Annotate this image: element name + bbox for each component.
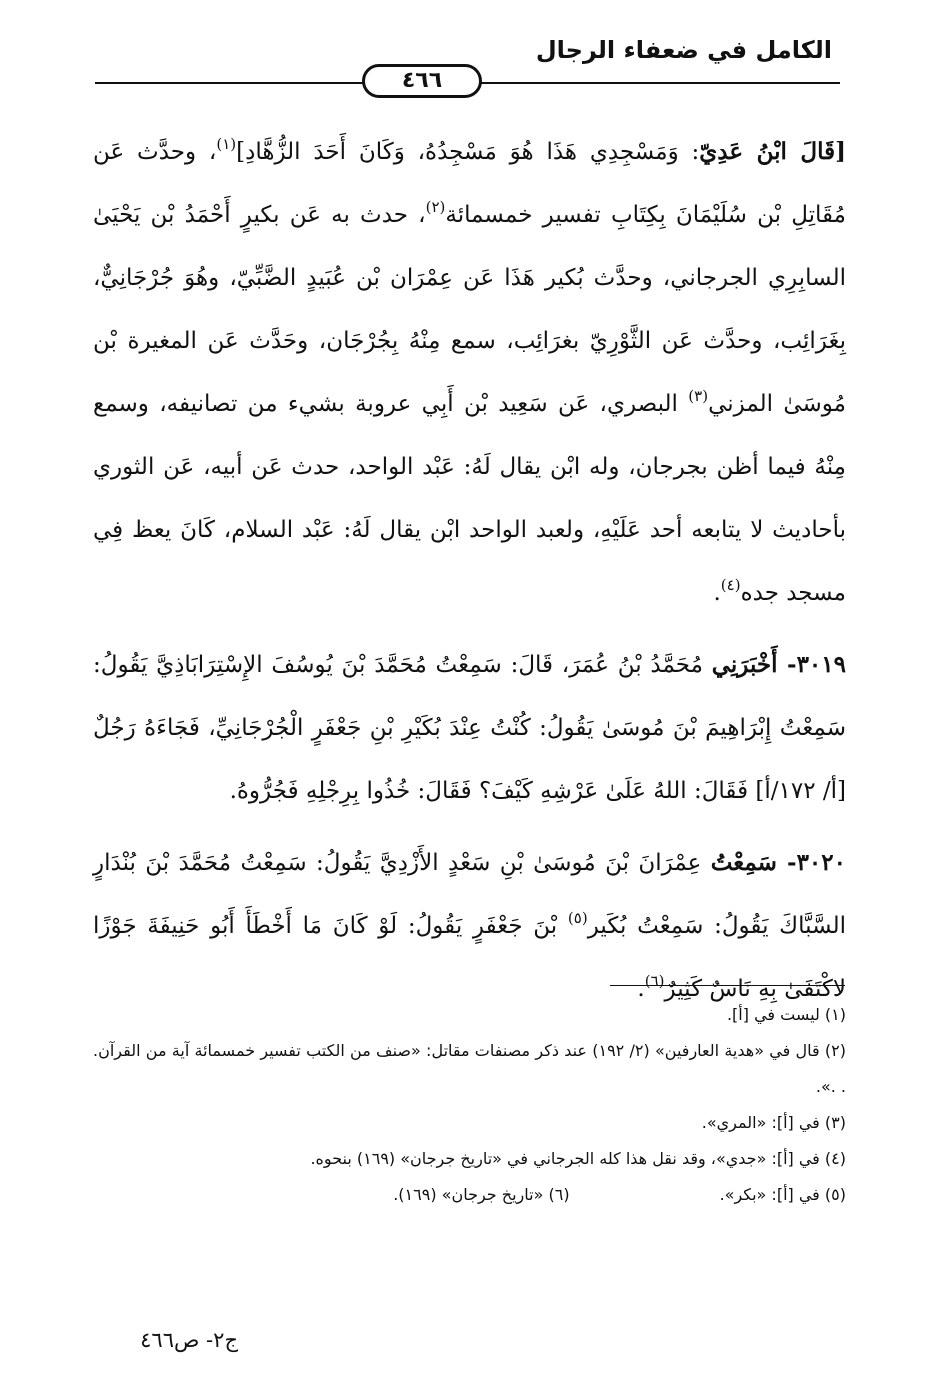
quote-lead: [قَالَ ابْنُ عَدِيّ — [699, 138, 847, 165]
footnote-marker-5: (٥) — [567, 909, 588, 927]
footnote-row-5-6 — [93, 1177, 846, 1213]
footnote-5: (٥) في [أ]: «بكر». — [719, 1185, 846, 1204]
hadith-lead: سَمِعْتُ — [710, 849, 777, 876]
footnote-1: (١) ليست في [أ]. — [726, 1005, 846, 1024]
text-segment: ، حدث به عَن بكيرٍ أَحْمَدُ بْن يَحْيَىٰ السابِرِي الجرجاني، وحدَّث بُكير هَذَا عَن عِمْرَان بْن عُبَيدٍ الضَّبِّيّ، وهُوَ جُرْجَانِيٌّ، بِغَرَائِب، وحدَّث عَن الثَّوْرِيّ بغرَائِب، سمع مِنْهُ بِجُرْجَان، وحَدَّث عَن المغيرة بْن مُوسَىٰ المزني — [93, 202, 847, 417]
footnote-4: (٤) في [أ]: «جدي»، وقد نقل هذا كله الجرجاني في «تاريخ جرجان» (١٦٩) بنحوه. — [310, 1149, 846, 1168]
footnote-marker-1: (١) — [216, 135, 237, 153]
text-segment: البصري، عَن سَعِيد بْن أَبِي عروبة بشيء من تصانيفه، وسمع مِنْهُ فيما أظن بجرجان، وله ابْن يقال لَهُ: عَبْد الواحد، حدث عَن أبيه، عَن الثوري بأحاديث لا يتابعه أحد عَلَيْهِ، ولعبد الواحد ابْن يقال لَهُ: عَبْد السلام، كَانَ يعظ فِي مسجد جده — [93, 391, 846, 606]
footnotes — [93, 997, 846, 1213]
footnote-marker-2: (٢) — [425, 198, 446, 216]
running-header-title: الكامل في ضعفاء الرجال — [535, 36, 832, 64]
footnote-marker-6: (٦) — [644, 972, 665, 990]
text-segment: . — [637, 976, 645, 1002]
text-segment: ، وحدَّث عَن مُقَاتِلِ بْن سُلَيْمَانَ بِكِتَابِ تفسير خمسمائة — [93, 139, 846, 228]
hadith-3019 — [93, 633, 846, 823]
footnote-rule — [610, 985, 845, 986]
main-text — [93, 120, 846, 1021]
footnote-3: (٣) في [أ]: «المري». — [701, 1113, 846, 1132]
text-segment: : وَمَسْجِدِي هَذَا هُوَ مَسْجِدُهُ، وَكَانَ أَحَدَ الزُّهَّادِ] — [236, 139, 700, 165]
hadith-number: ٣٠١٩- — [777, 651, 846, 678]
footnote-marker-3: (٣) — [688, 387, 709, 405]
footnote-6: (٦) «تاريخ جرجان» (١٦٩). — [393, 1185, 570, 1204]
text-segment: بْنَ جَعْفَرٍ يَقُولُ: لَوْ كَانَ مَا أَخْطَأَ أَبُو حَنِيفَةَ جَوْزًا لاكْتَفَىٰ بِهِ نَاسٌ كَثِيرٌ — [93, 913, 846, 1002]
text-segment: مُحَمَّدُ بْنُ عُمَرَ، قَالَ: سَمِعْتُ مُحَمَّدَ بْنَ يُوسُفَ الإِسْتِرَابَاذِيَّ يَقُولُ: سَمِعْتُ إِبْرَاهِيمَ بْنَ مُوسَىٰ يَقُولُ: كُنْتُ عِنْدَ بُكَيْرِ بْنِ جَعْفَرٍ الْجُرْجَانِيِّ، فَجَاءَهُ رَجُلٌ [أ/ ١٧٢/أ] فَقَالَ: اللهُ عَلَىٰ عَرْشِهِ كَيْفَ؟ فَقَالَ: خُذُوا بِرِجْلِهِ فَجُرُّوهُ. — [93, 652, 846, 804]
page-number: ٤٦٦ — [362, 64, 482, 98]
volume-page-reference: ج٢- ص٤٦٦ — [140, 1328, 238, 1352]
text-segment: عِمْرَانَ بْنَ مُوسَىٰ بْنِ سَعْدٍ الأَزْدِيَّ يَقُولُ: سَمِعْتُ مُحَمَّدَ بْنَ بُنْدَارٍ السَّبَّاكَ يَقُولُ: سَمِعْتُ بُكَير — [93, 850, 846, 939]
hadith-number: ٣٠٢٠- — [776, 849, 846, 876]
paragraph-ibn-adi — [93, 120, 846, 625]
hadith-lead: أَخْبَرَنِي — [711, 651, 778, 678]
hadith-3020 — [93, 831, 846, 1021]
footnote-2: (٢) قال في «هدية العارفين» (٢/ ١٩٢) عند ذكر مصنفات مقاتل: «صنف من الكتب تفسير خمسمائة آية من القرآن. . .». — [93, 1041, 846, 1096]
footnote-marker-4: (٤) — [720, 576, 741, 594]
text-segment: . — [713, 580, 721, 606]
